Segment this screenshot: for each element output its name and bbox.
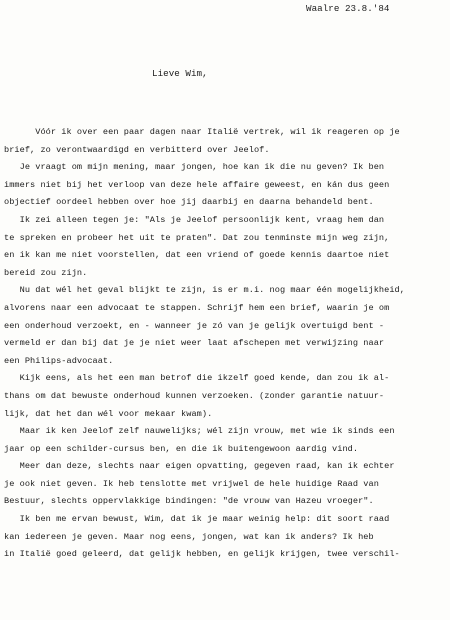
body-line: een Philips-advocaat. xyxy=(4,355,114,366)
body-line: Ik ben me ervan bewust, Wim, dat ik je maar weinig help: dit soort raad xyxy=(4,514,390,525)
body-line: immers niet bij het verloop van deze hele affaire geweest, en kán dus geen xyxy=(4,179,390,190)
body-line: thans om dat bewuste onderhoud kunnen verzoeken. (zonder garantie natuur- xyxy=(4,390,385,401)
body-line: een onderhoud verzoekt, en - wanneer je zó van je gelijk overtuigd bent - xyxy=(4,320,385,331)
body-line: Vóór ik over een paar dagen naar Italië vertrek, wil ik reageren op je xyxy=(4,127,400,137)
body-line: te spreken en probeer het uit te praten". Dat zou tenminste mijn weg zijn, xyxy=(4,232,390,243)
body-line: bereid zou zijn. xyxy=(4,267,88,278)
body-line: Kijk eens, als het een man betrof die ikzelf goed kende, dan zou ik al- xyxy=(4,373,390,384)
body-line: Bestuur, slechts oppervlakkige bindingen: "de vrouw van Hazeu vroeger". xyxy=(4,496,374,507)
body-line: lijk, dat het dan wél voor mekaar kwam). xyxy=(4,408,213,419)
body-line: in Italië goed geleerd, dat gelijk hebben, en gelijk krijgen, twee verschil- xyxy=(4,549,400,560)
letter-place: Waalre xyxy=(306,3,340,14)
letter-date: 23.8.'84 xyxy=(344,3,390,14)
body-line: Meer dan deze, slechts naar eigen opvatting, gegeven raad, kan ik echter xyxy=(4,461,395,472)
salutation: Lieve Wim, xyxy=(152,68,208,79)
body-line: alvorens naar een advocaat te stappen. Schrijf hem een brief, waarin je om xyxy=(4,302,390,313)
body-line: brief, zo verontwaardigd en verbitterd over Jeelof. xyxy=(4,144,270,155)
body-line: kan iedereen je geven. Maar nog eens, jongen, wat kan ik anders? Ik heb xyxy=(4,531,374,542)
dateline xyxy=(306,3,389,14)
body-line: je ook niet geven. Ik heb tenslotte met vrijwel de hele huidige Raad van xyxy=(4,478,379,489)
body-line: en ik kan me niet voorstellen, dat een vriend of goede kennis daartoe niet xyxy=(4,250,390,261)
body-line: jaar op een schilder-cursus ben, en die ik buitengewoon aardig vind. xyxy=(4,443,359,454)
body-line: Nu dat wél het geval blijkt te zijn, is er m.i. nog maar één mogelijkheid, xyxy=(4,285,405,296)
body-line: Je vraagt om mijn mening, maar jongen, hoe kan ik die nu geven? Ik ben xyxy=(4,162,385,173)
body-line: objectief oordeel hebben over hoe jij daarbij en daarna behandeld bent. xyxy=(4,197,374,208)
body-line: Ik zei alleen tegen je: "Als je Jeelof persoonlijk kent, vraag hem dan xyxy=(4,214,385,225)
body-line: Maar ik ken Jeelof zelf nauwelijks; wél zijn vrouw, met wie ik sinds een xyxy=(4,426,395,437)
letter-body xyxy=(4,124,448,564)
body-line: vermeld er dan bij dat je je niet weer laat afschepen met verwijzing naar xyxy=(4,338,385,349)
